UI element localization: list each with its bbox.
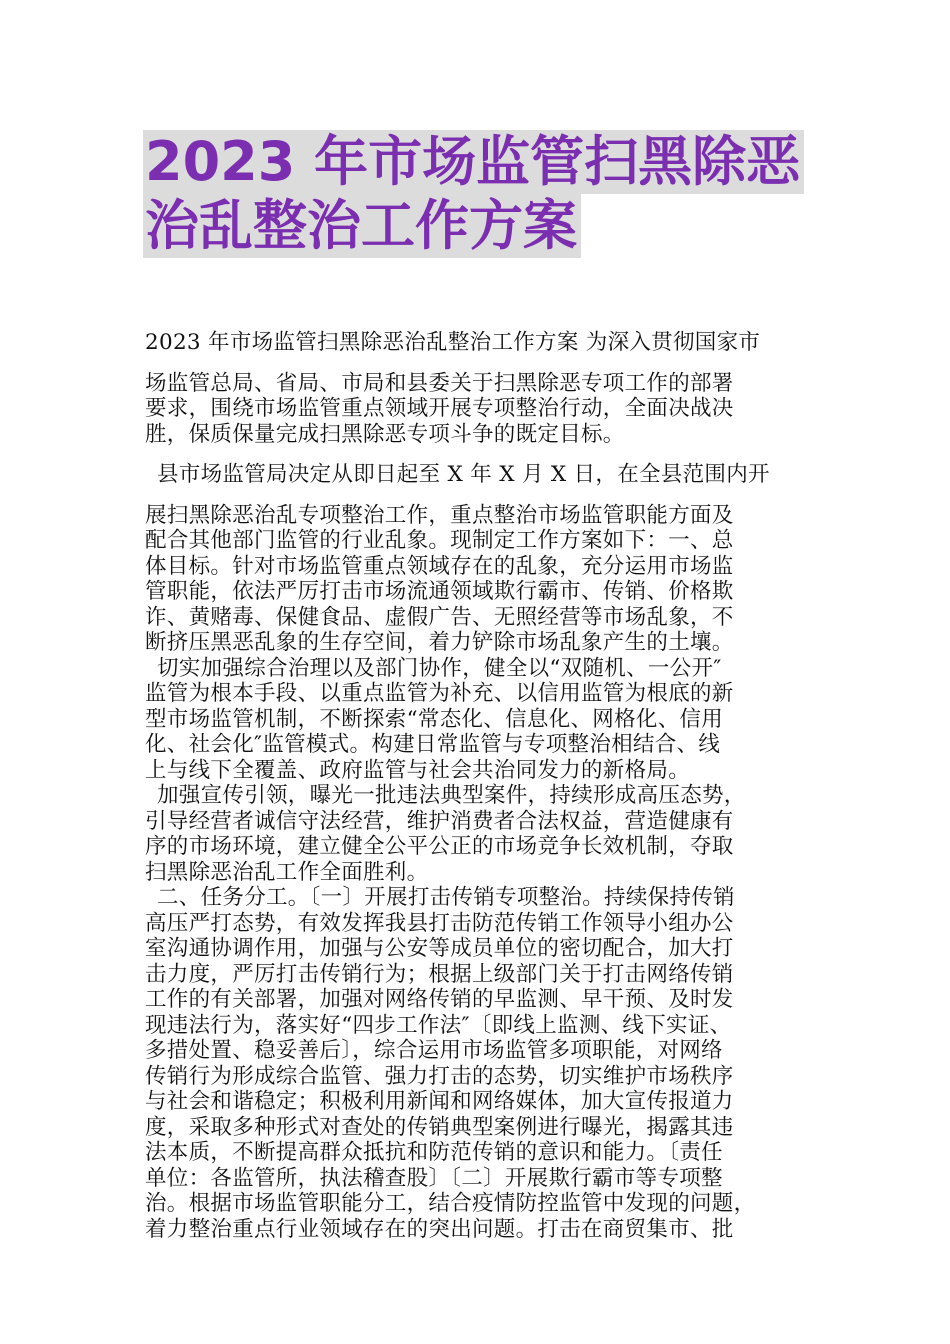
body-line: 工作的有关部署，加强对网络传销的早监测、早干预、及时发 bbox=[145, 987, 734, 1012]
body-line: 县市场监管局决定从即日起至 X 年 X 月 X 日，在全县范围内开 bbox=[157, 462, 770, 487]
body-line: 2023 年市场监管扫黑除恶治乱整治工作方案 为深入贯彻国家市 bbox=[145, 330, 761, 355]
body-line: 现违法行为，落实好“四步工作法″〔即线上监测、线下实证、 bbox=[145, 1012, 732, 1038]
body-line: 管职能，依法严厉打击市场流通领域欺行霸市、传销、价格欺 bbox=[145, 579, 734, 604]
body-line: 化、社会化″监管模式。构建日常监管与专项整治相结合、线 bbox=[145, 732, 721, 757]
body-line: 击力度，严厉打击传销行为；根据上级部门关于打击网络传销 bbox=[145, 961, 734, 987]
body-line: 传销行为形成综合监管、强力打击的态势，切实维护市场秩序 bbox=[145, 1063, 734, 1089]
body-line: 高压严打态势，有效发挥我县打击防范传销工作领导小组办公 bbox=[145, 910, 734, 936]
body-line: 单位：各监管所，执法稽查股〕〔二〕开展欺行霸市等专项整 bbox=[145, 1165, 723, 1191]
body-line: 场监管总局、省局、市局和县委关于扫黑除恶专项工作的部署 bbox=[145, 370, 734, 396]
body-line: 着力整治重点行业领域存在的突出问题。打击在商贸集市、批 bbox=[145, 1216, 734, 1242]
body-line: 型市场监管机制，不断探索“常态化、信息化、网格化、信用 bbox=[145, 706, 724, 732]
body-line: 诈、黄赌毒、保健食品、虚假广告、无照经营等市场乱象，不 bbox=[145, 604, 734, 630]
body-line: 法本质，不断提高群众抵抗和防范传销的意识和能力。〔责任 bbox=[145, 1140, 723, 1165]
body-line: 二、任务分工。〔一〕开展打击传销专项整治。持续保持传销 bbox=[157, 885, 735, 910]
body-line: 引导经营者诚信守法经营，维护消费者合法权益，营造健康有 bbox=[145, 808, 734, 834]
body-line: 胜，保质保量完成扫黑除恶专项斗争的既定目标。 bbox=[145, 421, 625, 447]
body-line: 要求，围绕市场监管重点领域开展专项整治行动，全面决战决 bbox=[145, 396, 734, 421]
body-line: 监管为根本手段、以重点监管为补充、以信用监管为根底的新 bbox=[145, 681, 734, 706]
body-line: 上与线下全覆盖、政府监管与社会共治同发力的新格局。 bbox=[145, 757, 691, 783]
body-line: 与社会和谐稳定；积极利用新闻和网络媒体，加大宣传报道力 bbox=[145, 1089, 734, 1114]
body-line: 加强宣传引领，曝光一批违法典型案件，持续形成高压态势， bbox=[157, 783, 746, 808]
body-line: 切实加强综合治理以及部门协作，健全以“双随机、一公开″ bbox=[157, 655, 722, 681]
body-line: 治。根据市场监管职能分工，结合疫情防控监管中发现的问题， bbox=[145, 1191, 756, 1216]
title-line-1: 2023 年市场监管扫黑除恶 bbox=[143, 130, 804, 194]
document-body bbox=[145, 330, 813, 1242]
body-line: 序的市场环境，建立健全公平公正的市场竞争长效机制，夺取 bbox=[145, 834, 734, 859]
body-line: 配合其他部门监管的行业乱象。现制定工作方案如下：一、总 bbox=[145, 528, 734, 553]
body-line: 多措处置、稳妥善后〕，综合运用市场监管多项职能，对网络 bbox=[145, 1038, 723, 1063]
body-line: 室沟通协调作用，加强与公安等成员单位的密切配合，加大打 bbox=[145, 936, 734, 961]
body-line: 展扫黑除恶治乱专项整治工作，重点整治市场监管职能方面及 bbox=[145, 502, 734, 528]
title-line-2: 治乱整治工作方案 bbox=[143, 194, 581, 258]
body-line: 度，采取多种形式对查处的传销典型案例进行曝光，揭露其违 bbox=[145, 1114, 734, 1140]
body-line: 扫黑除恶治乱工作全面胜利。 bbox=[145, 859, 429, 885]
body-line: 体目标。针对市场监管重点领域存在的乱象，充分运用市场监 bbox=[145, 553, 734, 579]
document-title bbox=[143, 130, 813, 258]
body-line: 断挤压黑恶乱象的生存空间，着力铲除市场乱象产生的土壤。 bbox=[145, 630, 734, 655]
